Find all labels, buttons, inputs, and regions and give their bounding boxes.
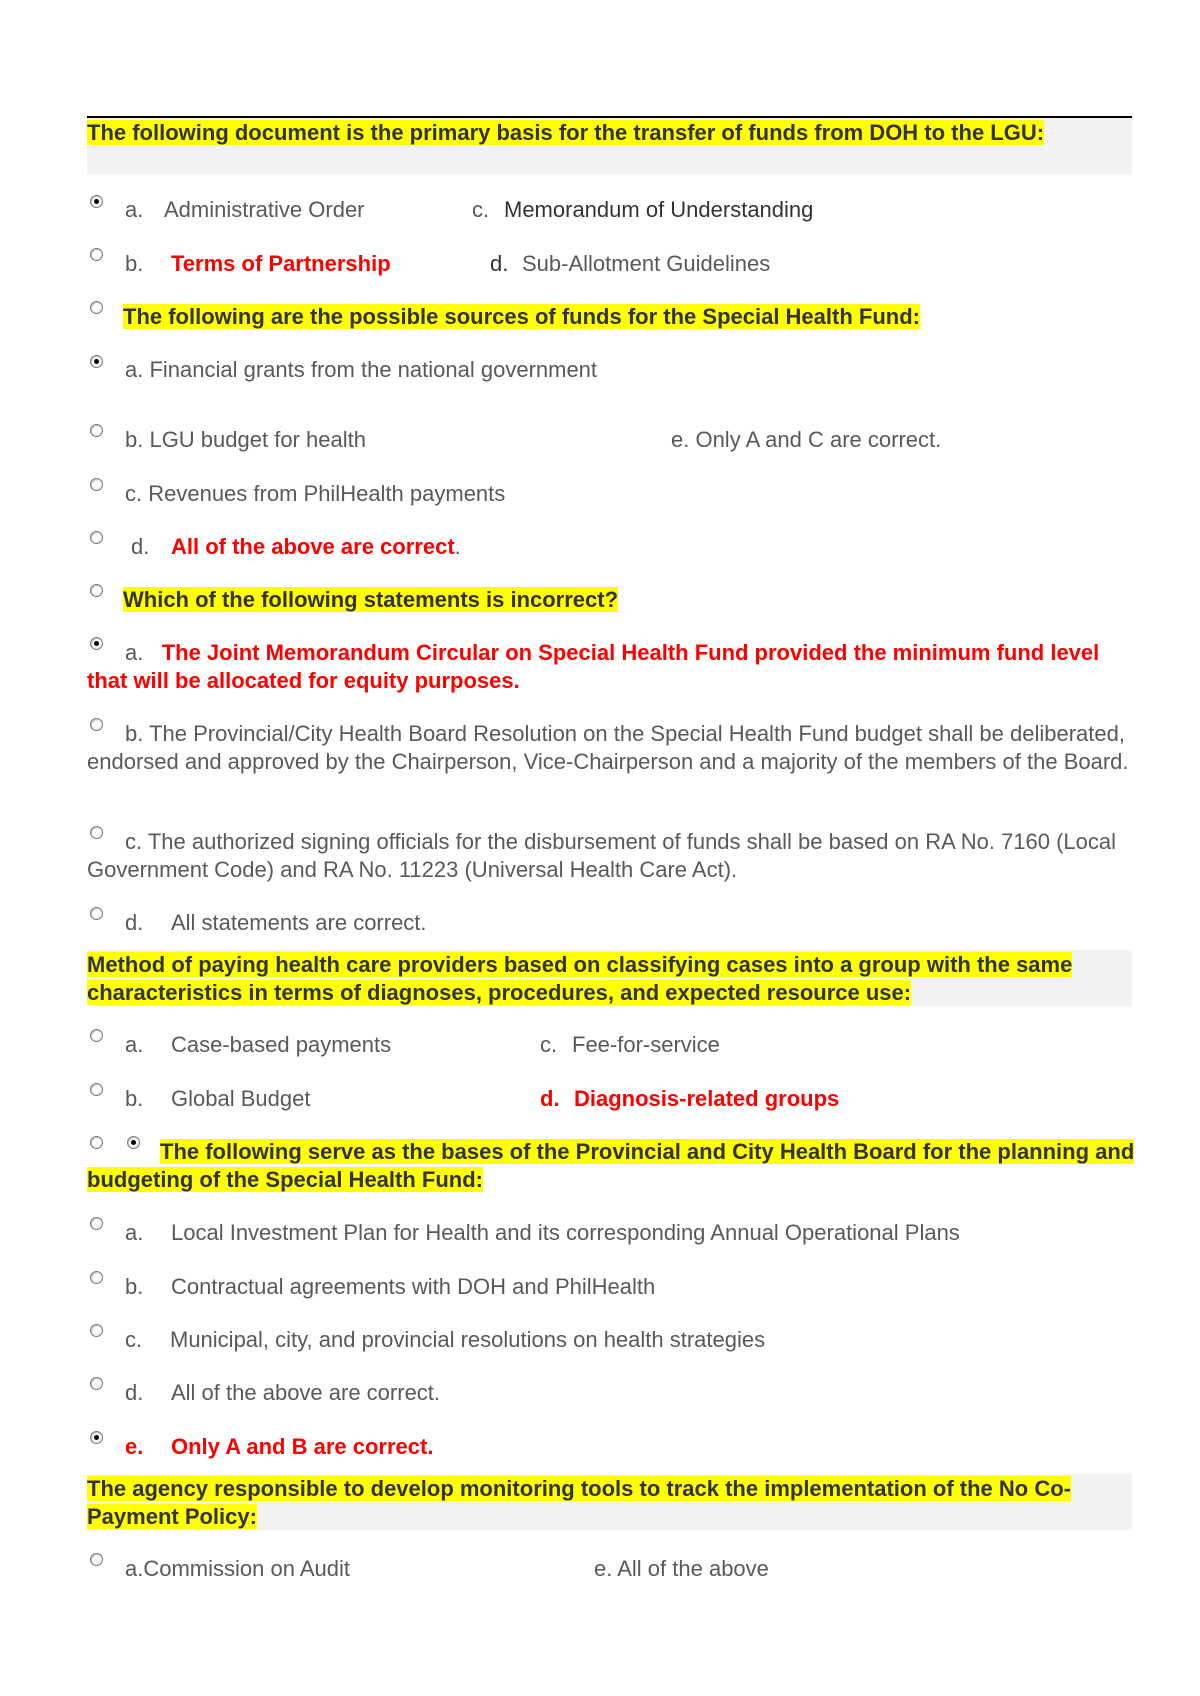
- option-text: Municipal, city, and provincial resolutions on health strategies: [170, 1327, 766, 1352]
- option-letter: a.: [125, 197, 144, 222]
- option-text: Sub-Allotment Guidelines: [522, 251, 771, 276]
- option-text: b. The Provincial/City Health Board Resolution on the Special Health Fund budget shall be deliberated, endorsed and approved by the Chairperson, Vice-Chairperson and a majority of the members of the Board.: [87, 721, 1129, 774]
- option-letter: b.: [125, 1274, 144, 1299]
- radio-button-icon[interactable]: [90, 1217, 103, 1230]
- radio-button-icon[interactable]: [90, 584, 103, 597]
- question-5: The following serve as the bases of the Provincial and City Health Board for the planning and budgeting of the Special Health Fund:: [87, 1139, 1135, 1192]
- option-letter: e.: [125, 1434, 144, 1459]
- option-text: Administrative Order: [164, 197, 365, 222]
- option-letter: c.: [540, 1032, 558, 1057]
- option-text: e. All of the above: [594, 1556, 769, 1581]
- option-text: Case-based payments: [171, 1032, 392, 1057]
- option-text: Contractual agreements with DOH and PhilHealth: [171, 1274, 656, 1299]
- question-4: Method of paying health care providers based on classifying cases into a group with the same characteristics in terms of diagnoses, procedures, and expected resource use:: [87, 952, 1073, 1005]
- radio-button-icon[interactable]: [90, 478, 103, 491]
- radio-button-icon[interactable]: [90, 1377, 103, 1390]
- radio-button-icon[interactable]: [90, 301, 103, 314]
- option-text: e. Only A and C are correct.: [671, 427, 942, 452]
- option-letter: d.: [131, 534, 150, 559]
- option-text: Local Investment Plan for Health and its corresponding Annual Operational Plans: [171, 1220, 960, 1245]
- option-letter: d.: [540, 1086, 560, 1111]
- correct-answer: Diagnosis-related groups: [574, 1086, 840, 1111]
- option-letter: c.: [125, 1327, 143, 1352]
- radio-button-icon[interactable]: [90, 1083, 103, 1096]
- correct-answer: Terms of Partnership: [171, 251, 391, 276]
- option-letter: b.: [125, 251, 144, 276]
- radio-button-icon[interactable]: [90, 195, 103, 208]
- option-letter: d.: [125, 910, 144, 935]
- radio-button-icon[interactable]: [90, 1029, 103, 1042]
- question-1: The following document is the primary basis for the transfer of funds from DOH to the LGU:: [87, 120, 1045, 145]
- option-text: c. Revenues from PhilHealth payments: [125, 481, 506, 506]
- radio-button-icon[interactable]: [90, 424, 103, 437]
- option-letter: b.: [125, 1086, 144, 1111]
- option-letter: d.: [125, 1380, 144, 1405]
- option-text: All of the above are correct.: [171, 1380, 441, 1405]
- radio-button-icon[interactable]: [90, 531, 103, 544]
- option-text: All statements are correct.: [171, 910, 427, 935]
- option-text: Fee-for-service: [572, 1032, 720, 1057]
- option-letter: d.: [490, 251, 509, 276]
- option-text: a. Financial grants from the national government: [125, 357, 598, 382]
- question-3: Which of the following statements is incorrect?: [123, 587, 619, 612]
- question-6: The agency responsible to develop monitoring tools to track the implementation of the No Co-Payment Policy:: [87, 1476, 1071, 1529]
- option-text: c. The authorized signing officials for the disbursement of funds shall be based on RA No. 7160 (Local Government Code) and RA No. 11223 (Universal Health Care Act).: [87, 829, 1117, 882]
- radio-button-icon[interactable]: [90, 1324, 103, 1337]
- option-text: b. LGU budget for health: [125, 427, 366, 452]
- radio-button-icon[interactable]: [90, 1553, 103, 1566]
- radio-button-icon[interactable]: [90, 1431, 103, 1444]
- radio-button-icon[interactable]: [90, 248, 103, 261]
- correct-answer: Only A and B are correct.: [171, 1434, 434, 1459]
- option-letter: a.: [125, 1032, 144, 1057]
- radio-button-icon[interactable]: [90, 907, 103, 920]
- radio-button-icon[interactable]: [90, 1271, 103, 1284]
- option-text: Global Budget: [171, 1086, 311, 1111]
- radio-button-icon[interactable]: [90, 355, 103, 368]
- option-text: a.Commission on Audit: [125, 1556, 350, 1581]
- option-letter: a.: [125, 1220, 144, 1245]
- question-2: The following are the possible sources of funds for the Special Health Fund:: [123, 304, 920, 329]
- option-letter: c.: [472, 197, 490, 222]
- option-text: a. The Joint Memorandum Circular on Special Health Fund provided the minimum fund level that will be allocated for equity purposes.: [87, 640, 1100, 693]
- correct-answer-line: All of the above are correct.: [171, 534, 461, 559]
- option-text: Memorandum of Understanding: [504, 197, 814, 222]
